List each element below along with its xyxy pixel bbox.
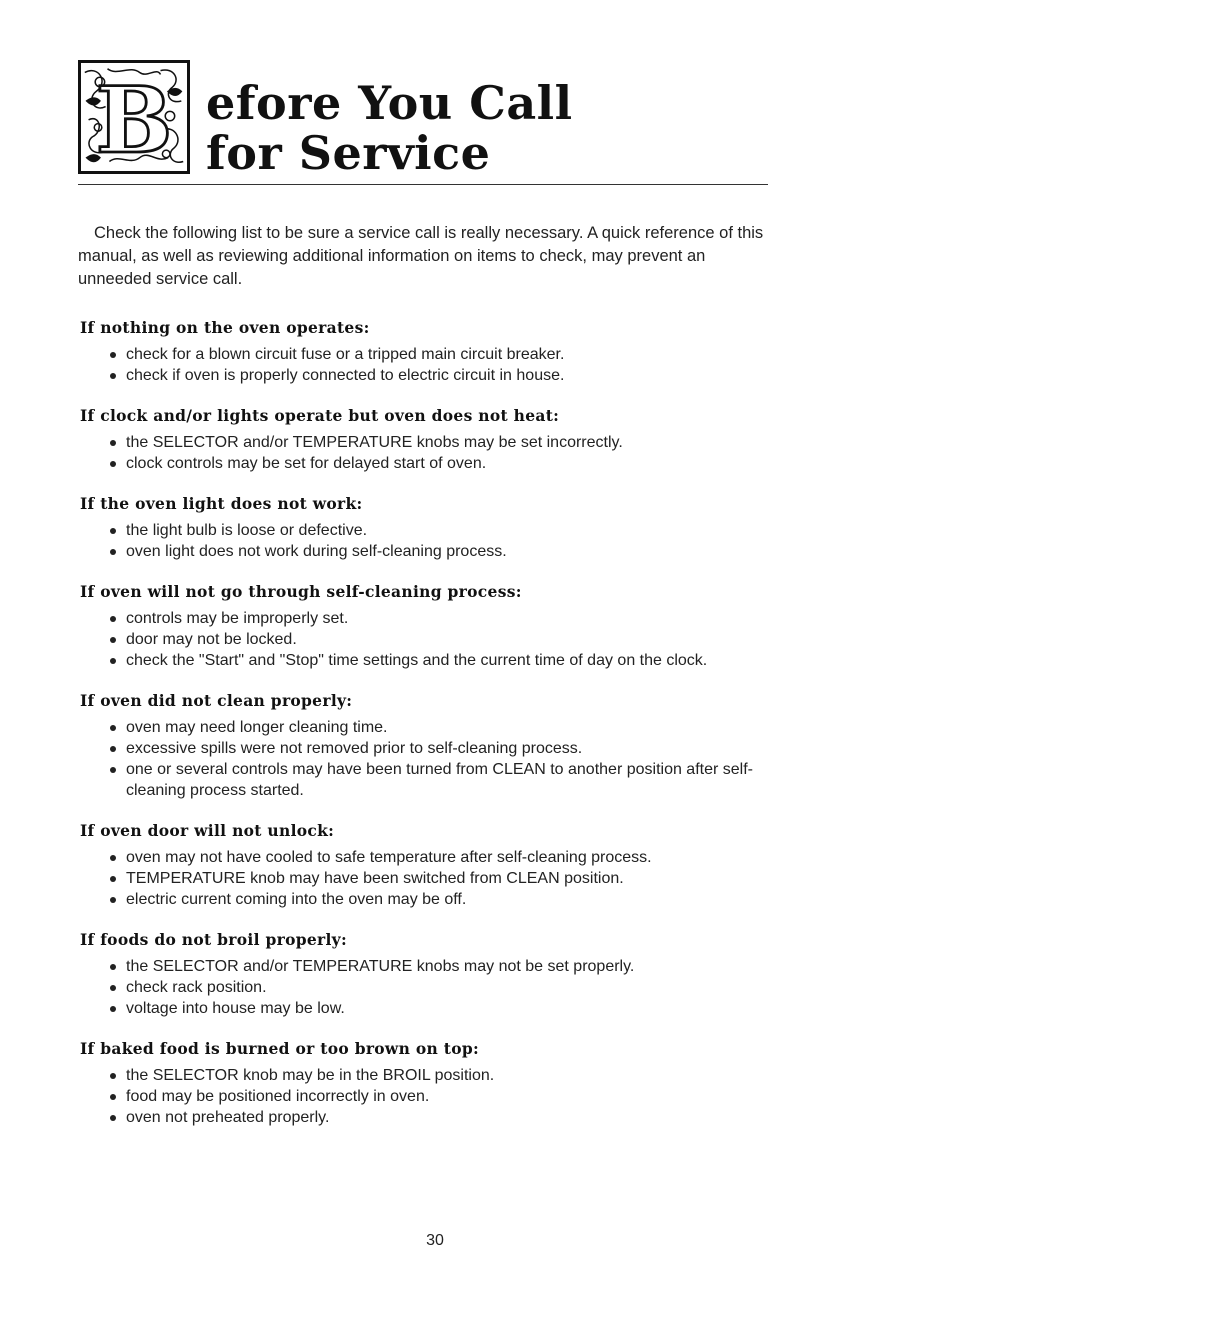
title-line-1: efore You Call <box>206 76 573 130</box>
list-item: check if oven is properly connected to electric circuit in house. <box>108 365 790 386</box>
list-item: the SELECTOR and/or TEMPERATURE knobs may not be set properly. <box>108 956 790 977</box>
bullet-list <box>80 432 790 474</box>
section-nothing-operates <box>80 318 790 386</box>
section-heading: If baked food is burned or too brown on top: <box>80 1039 480 1058</box>
list-item: check the "Start" and "Stop" time settings and the current time of day on the clock. <box>108 650 790 671</box>
page-number: 30 <box>426 1232 444 1249</box>
list-item: electric current coming into the oven may be off. <box>108 889 790 910</box>
list-item: voltage into house may be low. <box>108 998 790 1019</box>
list-item: food may be positioned incorrectly in oven. <box>108 1086 790 1107</box>
list-item: excessive spills were not removed prior to self-cleaning process. <box>108 738 790 759</box>
section-door-will-not-unlock <box>80 821 790 910</box>
section-heading: If oven door will not unlock: <box>80 821 335 840</box>
bullet-list <box>80 1065 790 1128</box>
floral-ornament-icon <box>81 63 187 171</box>
section-self-cleaning <box>80 582 790 671</box>
section-heading: If the oven light does not work: <box>80 494 363 513</box>
list-item: the SELECTOR knob may be in the BROIL position. <box>108 1065 790 1086</box>
dropcap-letter: B <box>95 68 173 171</box>
list-item: controls may be improperly set. <box>108 608 790 629</box>
intro-text: Check the following list to be sure a service call is really necessary. A quick reference of this manual, as well as reviewing additional information on items to check, may prevent an unneeded service call. <box>78 224 764 288</box>
list-item: the light bulb is loose or defective. <box>108 520 790 541</box>
title-line-2: for Service <box>206 126 491 180</box>
bullet-list <box>80 956 790 1019</box>
list-item: the SELECTOR and/or TEMPERATURE knobs may be set incorrectly. <box>108 432 790 453</box>
bullet-list <box>80 717 790 801</box>
bullet-list <box>80 847 790 910</box>
bullet-list <box>80 344 790 386</box>
list-item: oven may not have cooled to safe temperature after self-cleaning process. <box>108 847 790 868</box>
section-heading: If foods do not broil properly: <box>80 930 347 949</box>
bullet-list <box>80 608 790 671</box>
list-item: door may not be locked. <box>108 629 790 650</box>
intro-paragraph <box>78 222 778 291</box>
list-item: check for a blown circuit fuse or a tripped main circuit breaker. <box>108 344 790 365</box>
list-item: one or several controls may have been turned from CLEAN to another position after self-cleaning process started. <box>108 759 790 801</box>
header-divider <box>78 184 768 185</box>
list-item: oven not preheated properly. <box>108 1107 790 1128</box>
list-item: oven light does not work during self-cleaning process. <box>108 541 790 562</box>
page-title <box>206 78 573 178</box>
troubleshooting-list <box>80 318 790 1148</box>
section-burned-on-top <box>80 1039 790 1128</box>
section-heading: If oven will not go through self-cleaning process: <box>80 582 522 601</box>
section-broil <box>80 930 790 1019</box>
list-item: oven may need longer cleaning time. <box>108 717 790 738</box>
section-heading: If clock and/or lights operate but oven does not heat: <box>80 406 560 425</box>
section-did-not-clean <box>80 691 790 801</box>
bullet-list <box>80 520 790 562</box>
ornamental-dropcap-b <box>78 60 190 174</box>
section-heading: If nothing on the oven operates: <box>80 318 370 337</box>
section-heading: If oven did not clean properly: <box>80 691 353 710</box>
list-item: check rack position. <box>108 977 790 998</box>
section-oven-does-not-heat <box>80 406 790 474</box>
section-oven-light <box>80 494 790 562</box>
page-header <box>78 60 778 190</box>
list-item: clock controls may be set for delayed start of oven. <box>108 453 790 474</box>
list-item: TEMPERATURE knob may have been switched from CLEAN position. <box>108 868 790 889</box>
